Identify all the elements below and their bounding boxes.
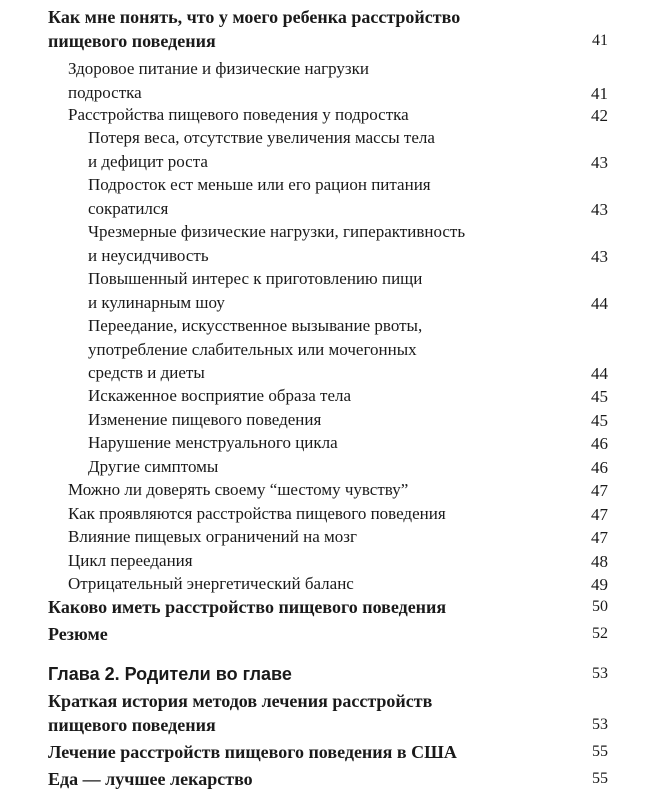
toc-entry-title-line: средств и диеты [88, 363, 205, 382]
toc-entry-title-line: Лечение расстройств пищевого поведения в США [48, 742, 457, 762]
toc-entry-title-line: Еда — лучшее лекарство [48, 769, 253, 789]
toc-page-number: 46 [591, 434, 608, 453]
toc-entry-title-line: Подросток ест меньше или его рацион питания [88, 175, 431, 194]
toc-entry-title-line: Потеря веса, отсутствие увеличения массы тела [88, 128, 435, 147]
toc-entry-title-line: Чрезмерные физические нагрузки, гиперактивность [88, 222, 466, 241]
toc-page-number: 46 [591, 458, 608, 477]
toc-page-number: 50 [592, 598, 608, 615]
toc-entry-title-line: пищевого поведения [48, 31, 216, 51]
toc-page-number: 55 [592, 770, 608, 787]
toc-page-number: 48 [591, 552, 608, 571]
toc-entry-title-line: Как проявляются расстройства пищевого поведения [68, 504, 446, 523]
toc-entry-title-line: Влияние пищевых ограничений на мозг [68, 527, 357, 546]
toc-entry-title-line: Как мне понять, что у моего ребенка расстройство [48, 7, 461, 27]
toc-entry-title-line: и неусидчивость [88, 246, 209, 265]
toc-entry-title-line: сократился [88, 199, 169, 218]
toc-entry-title-line: Повышенный интерес к приготовлению пищи [88, 269, 423, 288]
toc-entry-title-line: Нарушение менструального цикла [88, 433, 338, 452]
toc-entry-title-line: Расстройства пищевого поведения у подростка [68, 105, 409, 124]
toc-page-number: 42 [591, 106, 608, 125]
toc-entry-title-line: Можно ли доверять своему “шестому чувству” [68, 480, 409, 499]
toc-entry-title-line: Другие симптомы [88, 457, 219, 476]
toc-entry-title-line: Глава 2. Родители во главе [48, 664, 292, 684]
toc-page-number: 53 [592, 665, 608, 682]
toc-page-number: 45 [591, 411, 608, 430]
toc-page-number: 44 [591, 294, 608, 313]
toc-page-number: 44 [591, 364, 608, 383]
toc-page-number: 41 [592, 32, 608, 49]
toc-page-number: 43 [591, 153, 608, 172]
toc-page-number: 43 [591, 200, 608, 219]
toc-entry-title-line: Цикл переедания [68, 551, 193, 570]
toc-entry-title-line: употребление слабительных или мочегонных [88, 339, 417, 359]
toc-page-number: 52 [592, 625, 608, 642]
toc-page-number: 55 [592, 743, 608, 760]
toc-page-number: 49 [591, 575, 608, 594]
toc-entry-title-line: Резюме [48, 624, 108, 644]
toc-page-number: 47 [591, 528, 608, 547]
toc-page-number: 45 [591, 387, 608, 406]
toc-entry-title-line: Каково иметь расстройство пищевого поведения [48, 597, 447, 617]
toc-entry-title-line: и кулинарным шоу [88, 293, 225, 312]
toc-entry-title-line: подростка [68, 83, 142, 102]
toc-entry-title-line: Изменение пищевого поведения [88, 410, 322, 429]
toc-page-number: 47 [591, 481, 608, 500]
toc-entry-title-line: Здоровое питание и физические нагрузки [68, 59, 369, 78]
toc-page-number: 41 [591, 84, 608, 103]
toc-page-number: 47 [591, 505, 608, 524]
toc-entry-title-line: пищевого поведения [48, 715, 216, 735]
toc-entry-title-line: Краткая история методов лечения расстройств [48, 691, 433, 711]
toc-entry-title-line: и дефицит роста [88, 152, 208, 171]
toc-entry-title-line: Отрицательный энергетический баланс [68, 574, 354, 593]
toc-entry-title-line: Переедание, искусственное вызывание рвоты, [88, 316, 423, 335]
toc-page-number: 53 [592, 716, 608, 733]
toc-entry-title-line: Искаженное восприятие образа тела [88, 386, 352, 405]
toc-page-number: 43 [591, 247, 608, 266]
